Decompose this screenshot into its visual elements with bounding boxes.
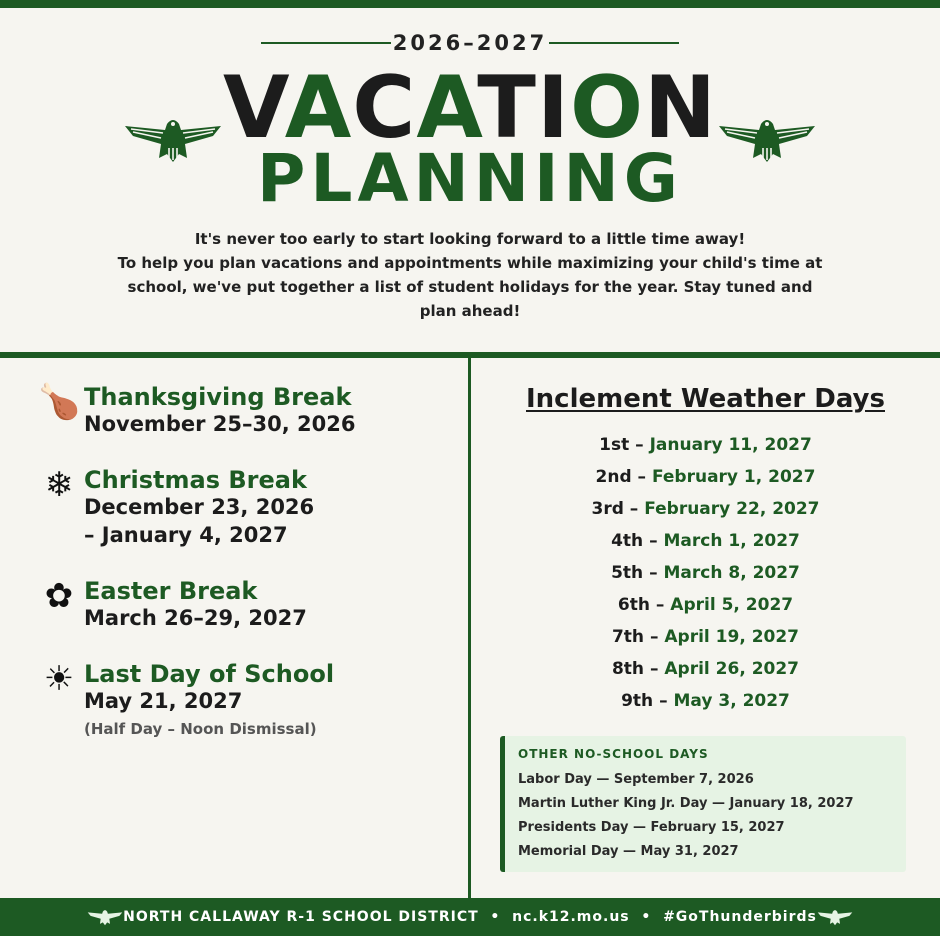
- weather-day-date: April 5, 2027: [670, 595, 794, 615]
- title-planning: PLANNING: [257, 140, 683, 217]
- title-letter: I: [536, 58, 570, 158]
- school-year: 2026–2027: [392, 31, 548, 55]
- weather-day-ordinal: 5th –: [611, 563, 664, 583]
- break-date: March 26–29, 2027: [84, 606, 307, 630]
- weather-day-date: April 26, 2027: [664, 659, 800, 679]
- weather-day-date: January 11, 2027: [649, 435, 812, 455]
- break-date-continued: – January 4, 2027: [84, 523, 288, 547]
- title-letter: O: [569, 58, 645, 158]
- weather-day-date: February 22, 2027: [644, 499, 820, 519]
- break-last-day: [38, 659, 458, 744]
- break-christmas: [38, 465, 458, 555]
- weather-day-date: May 3, 2027: [673, 691, 790, 711]
- break-name: Thanksgiving Break: [84, 383, 352, 411]
- weather-days-list: [471, 429, 940, 717]
- weather-day-ordinal: 4th –: [611, 531, 664, 551]
- weather-day-ordinal: 9th –: [621, 691, 674, 711]
- other-no-school-days-panel: [500, 736, 906, 872]
- title-letter: C: [352, 58, 417, 158]
- footer-text: NORTH CALLAWAY R-1 SCHOOL DISTRICT • nc.k12.mo.us • #GoThunderbirds: [123, 909, 817, 925]
- header: [0, 8, 940, 352]
- sun-icon: ☀: [43, 659, 75, 699]
- title-letter: A: [284, 58, 353, 158]
- other-day-item: Martin Luther King Jr. Day — January 18, 2027: [518, 796, 854, 811]
- break-date: May 21, 2027: [84, 689, 243, 713]
- intro-line-2: To help you plan vacations and appointments while maximizing your child's time at school, we've put together a list of student holidays for the year. Stay tuned and plan ahead!: [117, 254, 823, 320]
- snowflake-icon: ❄: [44, 465, 74, 505]
- title-letter: A: [416, 58, 478, 158]
- footer-bar: [0, 898, 940, 936]
- other-day-item: Presidents Day — February 15, 2027: [518, 820, 785, 835]
- intro-text: [110, 227, 830, 323]
- thunderbird-icon: [717, 114, 817, 164]
- weather-day: [471, 493, 940, 525]
- title-letter: T: [477, 58, 537, 158]
- weather-day: [471, 557, 940, 589]
- break-date: December 23, 2026: [84, 495, 315, 519]
- weather-day-ordinal: 7th –: [611, 627, 665, 647]
- weather-day: [471, 429, 940, 461]
- other-day-item: Labor Day — September 7, 2026: [518, 772, 754, 787]
- break-date: November 25–30, 2026: [84, 412, 356, 436]
- top-accent-bar: [0, 0, 940, 8]
- weather-day: [471, 461, 940, 493]
- year-rule-left: [261, 42, 391, 44]
- other-days-heading: OTHER NO-SCHOOL DAYS: [518, 747, 709, 761]
- weather-day-ordinal: 6th –: [617, 595, 671, 615]
- weather-day: [471, 653, 940, 685]
- intro-line-1: It's never too early to start looking forward to a little time away!: [194, 230, 746, 248]
- weather-days-title: Inclement Weather Days: [526, 384, 885, 414]
- weather-day-ordinal: 8th –: [611, 659, 665, 679]
- weather-day-date: March 1, 2027: [663, 531, 800, 551]
- title-letter: N: [644, 58, 718, 158]
- drumstick-icon: 🍗: [38, 382, 81, 422]
- break-name: Easter Break: [84, 577, 258, 605]
- break-name: Last Day of School: [84, 660, 335, 688]
- thunderbird-icon: [123, 114, 223, 164]
- weather-day-ordinal: 3rd –: [591, 499, 645, 519]
- thunderbird-icon: [817, 908, 853, 926]
- weather-day-date: April 19, 2027: [664, 627, 800, 647]
- title-letter: V: [222, 58, 285, 158]
- break-note: (Half Day – Noon Dismissal): [84, 720, 317, 738]
- weather-day-date: February 1, 2027: [651, 467, 816, 487]
- break-name: Christmas Break: [84, 466, 307, 494]
- other-day-item: Memorial Day — May 31, 2027: [518, 844, 739, 859]
- break-easter: [38, 576, 458, 636]
- weather-day-ordinal: 1st –: [599, 435, 650, 455]
- thunderbird-icon: [87, 908, 123, 926]
- break-thanksgiving: [38, 382, 458, 442]
- weather-day-date: March 8, 2027: [663, 563, 800, 583]
- weather-day-ordinal: 2nd –: [595, 467, 652, 487]
- weather-day: [471, 621, 940, 653]
- year-rule-right: [549, 42, 679, 44]
- weather-day: [471, 589, 940, 621]
- year-row: [0, 30, 940, 56]
- weather-day: [471, 525, 940, 557]
- weather-day: [471, 685, 940, 717]
- other-days-list: [518, 768, 906, 864]
- flower-icon: ✿: [44, 576, 74, 616]
